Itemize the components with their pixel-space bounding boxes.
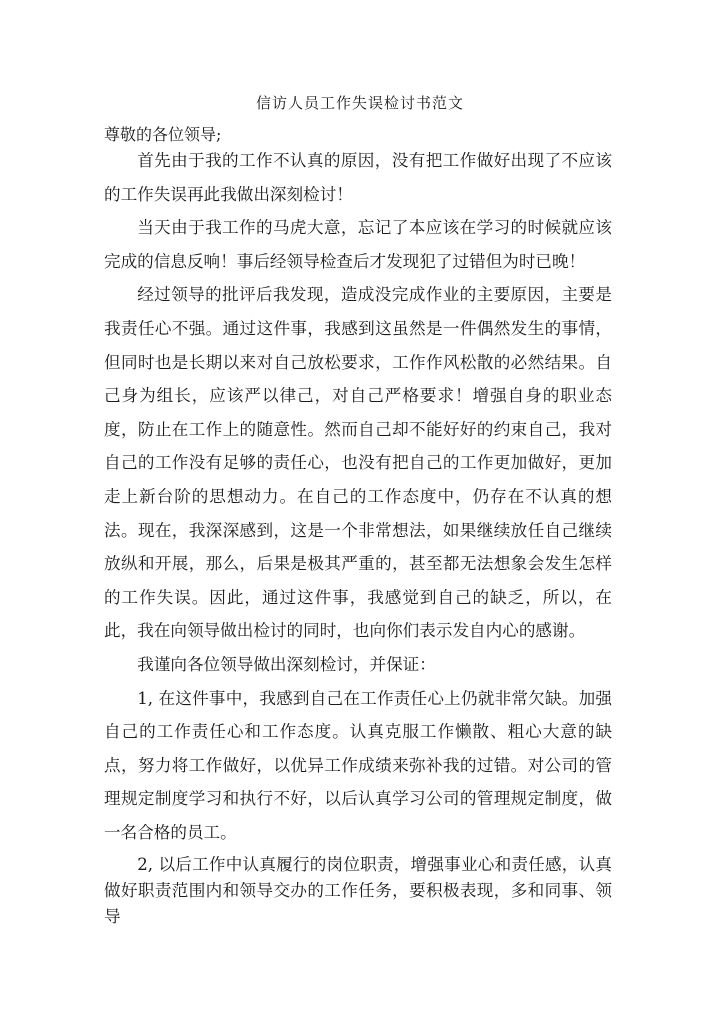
paragraph-pledge-1: 1, 在这件事中，我感到自己在工作责任心上仍就非常欠缺。加强自己的工作责任心和工作态度。认真克服工作懒散、粗心大意的缺点，努力将工作做好，以优异工作成绩来弥补我的过错。对公司的管理规定制度学习和执行不好，以后认真学习公司的管理规定制度，做一名合格的员工。 <box>104 688 612 842</box>
paragraph-reflection: 经过领导的批评后我发现，造成没完成作业的主要原因，主要是我责任心不强。通过这件事，我感到这虽然是一件偶然发生的事情，但同时也是长期以来对自己放松要求，工作作风松散的必然结果。自己身为组长，应该严以律己，对自己严格要求！增强自身的职业态度，防止在工作上的随意性。然而自己却不能好好的约束自己，我对自己的工作没有足够的责任心，也没有把自己的工作更加做好，更加走上新台阶的思想动力。在自己的工作态度中，仍存在不认真的想法。现在，我深深感到，这是一个非常想法，如果继续放任自己继续放纵和开展，那么，后果是极其严重的，甚至都无法想象会发生怎样的工作失误。因此，通过这件事，我感觉到自己的缺乏，所以，在此，我在向领导做出检讨的同时，也向你们表示发自内心的感谢。 <box>104 285 612 641</box>
paragraph-intro: 首先由于我的工作不认真的原因，没有把工作做好出现了不应该的工作失误再此我做出深刻检讨！ <box>104 151 612 204</box>
document-body <box>104 144 612 930</box>
paragraph-pledge-intro: 我谨向各位领导做出深刻检讨，并保证： <box>137 654 436 674</box>
salutation: 尊敬的各位领导; <box>104 125 222 144</box>
document-title: 信访人员工作失误检讨书范文 <box>255 94 464 112</box>
paragraph-pledge-2: 2, 以后工作中认真履行的岗位职责，增强事业心和责任感，认真做好职责范围内和领导交办的工作任务，要积极表现，多和同事、领导 <box>104 855 612 927</box>
paragraph-incident: 当天由于我工作的马虎大意，忘记了本应该在学习的时候就应该完成的信息反响！事后经领导检查后才发现犯了过错但为时已晚！ <box>104 218 612 271</box>
